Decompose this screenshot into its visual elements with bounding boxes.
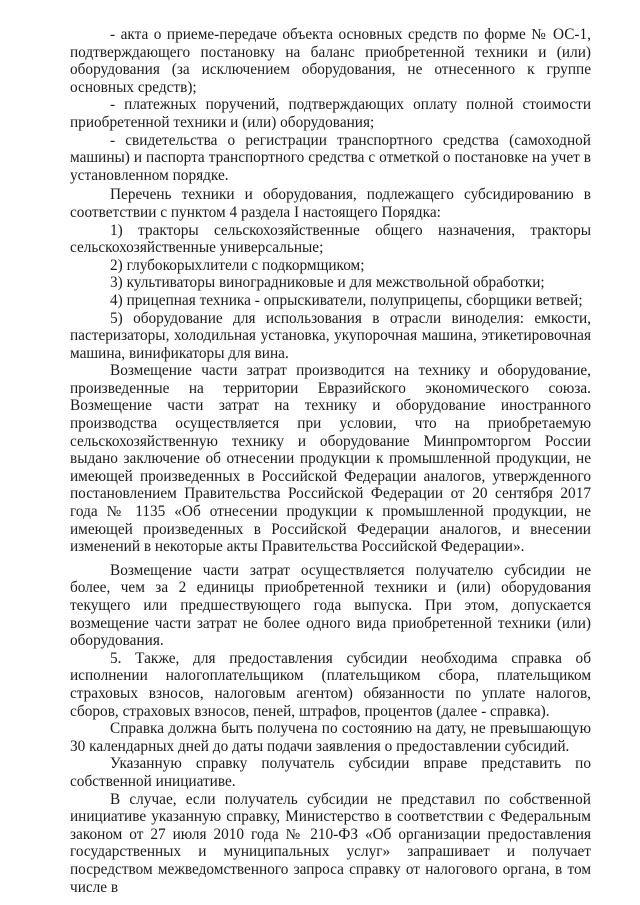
paragraph-equipment-list-intro: Перечень техники и оборудования, подлежащего субсидированию в соответствии с пунктом 4 раздела I настоящего Порядка:: [70, 186, 591, 221]
list-item-cultivators: 3) культиваторы виноградниковые и для межствольной обработки;: [110, 274, 545, 292]
list-item-trailed-equipment: 4) прицепная техника - опрыскиватели, полуприцепы, сборщики ветвей;: [110, 291, 583, 309]
list-item-winemaking-equipment: 5) оборудование для использования в отрасли виноделия: емкости, пастеризаторы, холодильная установка, укупорочная машина, этикетировочная машина, винификаторы для вина.: [70, 309, 591, 362]
document-body: [70, 26, 591, 896]
paragraph-payment-orders: - платежных поручений, подтверждающих оплату полной стоимости приобретенной техники и (или) оборудования;: [70, 96, 591, 131]
paragraph-reimbursement-limit: Возмещение части затрат осуществляется получателю субсидии не более, чем за 2 единицы приобретенной техники и (или) оборудования текущего или предшествующего года выпуска. При этом, допускается возмещение части затрат не более одного вида приобретенной техники (или) оборудования.: [70, 561, 591, 650]
paragraph-act-os1: - акта о приеме-передаче объекта основных средств по форме № ОС-1, подтверждающего постановку на баланс приобретенной техники и (или) оборудования (за исключением оборудования, не отнесенного к группе основных средств);: [70, 26, 591, 96]
paragraph-registration-certificate: - свидетельства о регистрации транспортного средства (самоходной машины) и паспорта транспортного средства с отметкой о постановке на учет в установленном порядке.: [70, 131, 591, 184]
paragraph-eaeu-production: Возмещение части затрат производится на технику и оборудование, произведенные на территории Евразийского экономического союза. Возмещение части затрат на технику и оборудование иностранного производства осуществляется при условии, что на приобретаемую сельскохозяйственную технику и оборудование Минпромторгом России выдано заключение об отнесении продукции к промышленной продукции, не имеющей произведенных в Российской Федерации аналогов, утвержденного постановлением Правительства Российской Федерации от 20 сентября 2017 года № 1135 «Об отнесении продукции к промышленной продукции, не имеющей произведенных в Российской Федерации аналогов, и внесении изменений в некоторые акты Правительства Российской Федерации».: [70, 362, 591, 556]
paragraph-certificate-date: Справка должна быть получена по состоянию на дату, не превышающую 30 календарных дней до даты подачи заявления о предоставлении субсидий.: [70, 720, 591, 755]
paragraph-tax-certificate: 5. Также, для предоставления субсидии необходима справка об исполнении налогоплательщиком (плательщиком сбора, плательщиком страховых взносов, налоговым агентом) обязанности по уплате налогов, сборов, страховых взносов, пеней, штрафов, процентов (далее - справка).: [70, 649, 591, 720]
list-item-tractors: 1) тракторы сельскохозяйственные общего назначения, тракторы сельскохозяйственные универсальные;: [70, 221, 591, 257]
paragraph-interagency-request: В случае, если получатель субсидии не представил по собственной инициативе указанную справку, Министерство в соответствии с Федеральным законом от 27 июля 2010 года № 210-ФЗ «Об организации предоставления государственных и муниципальных услуг» запрашивает и получает посредством межведомственного запроса справку от налогового органа, в том числе в: [70, 790, 591, 896]
list-item-subsoilers: 2) глубокорыхлители с подкормщиком;: [110, 256, 365, 274]
paragraph-own-initiative: Указанную справку получатель субсидии вправе представить по собственной инициативе.: [70, 755, 591, 790]
